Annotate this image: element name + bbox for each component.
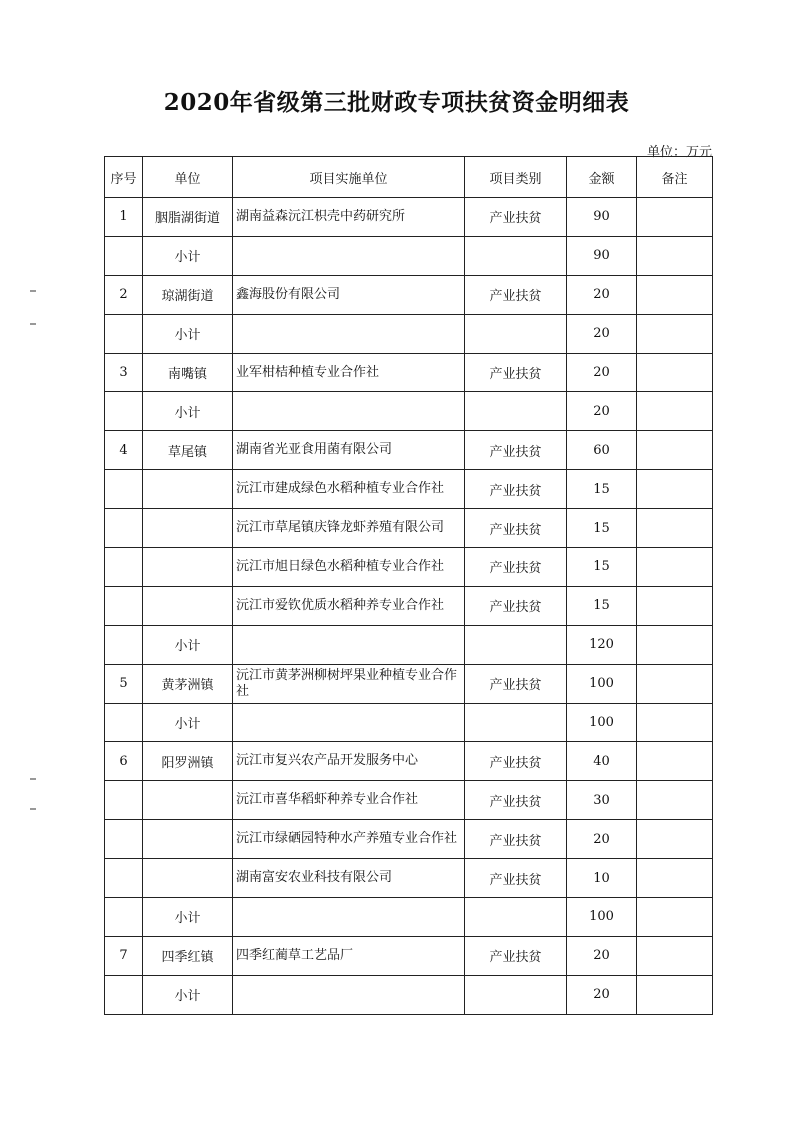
margin-mark	[30, 778, 36, 780]
cell-remark	[637, 198, 713, 237]
cell-remark	[637, 314, 713, 353]
table-row	[105, 859, 713, 898]
cell-unit: 小计	[143, 703, 233, 742]
cell-unit	[143, 509, 233, 548]
cell-amount: 20	[567, 314, 637, 353]
cell-category: 产业扶贫	[465, 859, 567, 898]
cell-project	[233, 314, 465, 353]
cell-category: 产业扶贫	[465, 664, 567, 703]
cell-amount: 90	[567, 198, 637, 237]
cell-project	[233, 703, 465, 742]
cell-project: 沅江市黄茅洲柳树坪果业种植专业合作社	[233, 664, 465, 703]
cell-no	[105, 781, 143, 820]
cell-project: 沅江市草尾镇庆锋龙虾养殖有限公司	[233, 509, 465, 548]
cell-category: 产业扶贫	[465, 431, 567, 470]
cell-remark	[637, 353, 713, 392]
cell-category: 产业扶贫	[465, 781, 567, 820]
cell-remark	[637, 859, 713, 898]
cell-unit	[143, 820, 233, 859]
cell-project: 沅江市旭日绿色水稻种植专业合作社	[233, 548, 465, 587]
table-header-row	[105, 157, 713, 198]
cell-no	[105, 509, 143, 548]
cell-remark	[637, 703, 713, 742]
table-row	[105, 781, 713, 820]
cell-no	[105, 625, 143, 664]
cell-category: 产业扶贫	[465, 548, 567, 587]
cell-unit: 小计	[143, 392, 233, 431]
cell-unit	[143, 586, 233, 625]
cell-unit: 小计	[143, 236, 233, 275]
cell-remark	[637, 509, 713, 548]
cell-remark	[637, 431, 713, 470]
cell-no: 1	[105, 198, 143, 237]
cell-project	[233, 898, 465, 937]
cell-amount: 10	[567, 859, 637, 898]
cell-no	[105, 392, 143, 431]
cell-category	[465, 314, 567, 353]
cell-remark	[637, 392, 713, 431]
cell-unit	[143, 859, 233, 898]
cell-remark	[637, 236, 713, 275]
table-row	[105, 664, 713, 703]
cell-no	[105, 975, 143, 1014]
cell-no	[105, 236, 143, 275]
cell-category	[465, 392, 567, 431]
cell-project	[233, 975, 465, 1014]
cell-category: 产业扶贫	[465, 470, 567, 509]
cell-amount: 120	[567, 625, 637, 664]
table-row	[105, 236, 713, 275]
cell-no: 2	[105, 275, 143, 314]
cell-no: 7	[105, 936, 143, 975]
cell-project: 沅江市复兴农产品开发服务中心	[233, 742, 465, 781]
cell-unit: 小计	[143, 625, 233, 664]
table-row	[105, 820, 713, 859]
table-row	[105, 936, 713, 975]
cell-remark	[637, 470, 713, 509]
cell-unit: 琼湖街道	[143, 275, 233, 314]
cell-no: 4	[105, 431, 143, 470]
cell-category: 产业扶贫	[465, 353, 567, 392]
cell-amount: 15	[567, 470, 637, 509]
cell-unit	[143, 781, 233, 820]
cell-remark	[637, 625, 713, 664]
cell-remark	[637, 820, 713, 859]
margin-mark	[30, 808, 36, 810]
cell-amount: 100	[567, 664, 637, 703]
header-project: 项目实施单位	[233, 157, 465, 198]
cell-remark	[637, 275, 713, 314]
cell-category	[465, 625, 567, 664]
table-row	[105, 392, 713, 431]
cell-amount: 15	[567, 509, 637, 548]
cell-unit: 胭脂湖街道	[143, 198, 233, 237]
cell-remark	[637, 781, 713, 820]
cell-no: 5	[105, 664, 143, 703]
cell-category: 产业扶贫	[465, 742, 567, 781]
table-row	[105, 625, 713, 664]
cell-amount: 60	[567, 431, 637, 470]
cell-unit: 草尾镇	[143, 431, 233, 470]
cell-amount: 40	[567, 742, 637, 781]
cell-amount: 90	[567, 236, 637, 275]
cell-amount: 30	[567, 781, 637, 820]
cell-category	[465, 898, 567, 937]
cell-project	[233, 392, 465, 431]
cell-remark	[637, 898, 713, 937]
table-row	[105, 898, 713, 937]
header-remark: 备注	[637, 157, 713, 198]
cell-amount: 100	[567, 898, 637, 937]
cell-project: 湖南省光亚食用菌有限公司	[233, 431, 465, 470]
cell-unit: 四季红镇	[143, 936, 233, 975]
cell-amount: 20	[567, 975, 637, 1014]
table-row	[105, 198, 713, 237]
cell-project: 沅江市喜华稻虾种养专业合作社	[233, 781, 465, 820]
table-row	[105, 353, 713, 392]
cell-category: 产业扶贫	[465, 198, 567, 237]
cell-project: 沅江市爱钦优质水稻种养专业合作社	[233, 586, 465, 625]
header-unit: 单位	[143, 157, 233, 198]
cell-no: 6	[105, 742, 143, 781]
cell-amount: 15	[567, 548, 637, 587]
unit-note: 单位：万元	[646, 145, 712, 160]
cell-category	[465, 236, 567, 275]
header-category: 项目类别	[465, 157, 567, 198]
cell-no	[105, 820, 143, 859]
cell-unit: 阳罗洲镇	[143, 742, 233, 781]
cell-category: 产业扶贫	[465, 820, 567, 859]
cell-amount: 20	[567, 392, 637, 431]
cell-remark	[637, 548, 713, 587]
cell-project: 沅江市绿硒园特种水产养殖专业合作社	[233, 820, 465, 859]
cell-project: 业军柑桔种植专业合作社	[233, 353, 465, 392]
header-amount: 金额	[567, 157, 637, 198]
cell-no	[105, 548, 143, 587]
table-row	[105, 314, 713, 353]
cell-unit: 小计	[143, 314, 233, 353]
cell-project: 鑫海股份有限公司	[233, 275, 465, 314]
cell-no	[105, 859, 143, 898]
cell-remark	[637, 586, 713, 625]
cell-no	[105, 703, 143, 742]
cell-category	[465, 975, 567, 1014]
cell-remark	[637, 936, 713, 975]
cell-no	[105, 898, 143, 937]
cell-project	[233, 236, 465, 275]
cell-amount: 20	[567, 353, 637, 392]
cell-unit: 南嘴镇	[143, 353, 233, 392]
cell-amount: 20	[567, 936, 637, 975]
cell-no	[105, 314, 143, 353]
cell-category: 产业扶贫	[465, 275, 567, 314]
cell-no	[105, 470, 143, 509]
cell-amount: 100	[567, 703, 637, 742]
table-row	[105, 975, 713, 1014]
margin-mark	[30, 290, 36, 292]
cell-project: 沅江市建成绿色水稻种植专业合作社	[233, 470, 465, 509]
cell-unit: 黄茅洲镇	[143, 664, 233, 703]
cell-no	[105, 586, 143, 625]
cell-category: 产业扶贫	[465, 586, 567, 625]
cell-category	[465, 703, 567, 742]
cell-unit	[143, 548, 233, 587]
table-row	[105, 548, 713, 587]
cell-remark	[637, 664, 713, 703]
table-row	[105, 586, 713, 625]
cell-amount: 20	[567, 820, 637, 859]
cell-category: 产业扶贫	[465, 509, 567, 548]
cell-remark	[637, 742, 713, 781]
table-row	[105, 275, 713, 314]
header-no: 序号	[105, 157, 143, 198]
margin-mark	[30, 323, 36, 325]
table-row	[105, 742, 713, 781]
table-row	[105, 703, 713, 742]
cell-project: 湖南富安农业科技有限公司	[233, 859, 465, 898]
funds-detail-table	[104, 156, 713, 1015]
cell-remark	[637, 975, 713, 1014]
document-title: 2020年省级第三批财政专项扶贫资金明细表	[163, 89, 630, 116]
cell-project: 四季红蔺草工艺品厂	[233, 936, 465, 975]
table-row	[105, 470, 713, 509]
cell-unit	[143, 470, 233, 509]
cell-category: 产业扶贫	[465, 936, 567, 975]
table-row	[105, 431, 713, 470]
cell-amount: 20	[567, 275, 637, 314]
table-row	[105, 509, 713, 548]
cell-unit: 小计	[143, 975, 233, 1014]
cell-unit: 小计	[143, 898, 233, 937]
cell-no: 3	[105, 353, 143, 392]
cell-amount: 15	[567, 586, 637, 625]
cell-project	[233, 625, 465, 664]
cell-project: 湖南益森沅江枳壳中药研究所	[233, 198, 465, 237]
